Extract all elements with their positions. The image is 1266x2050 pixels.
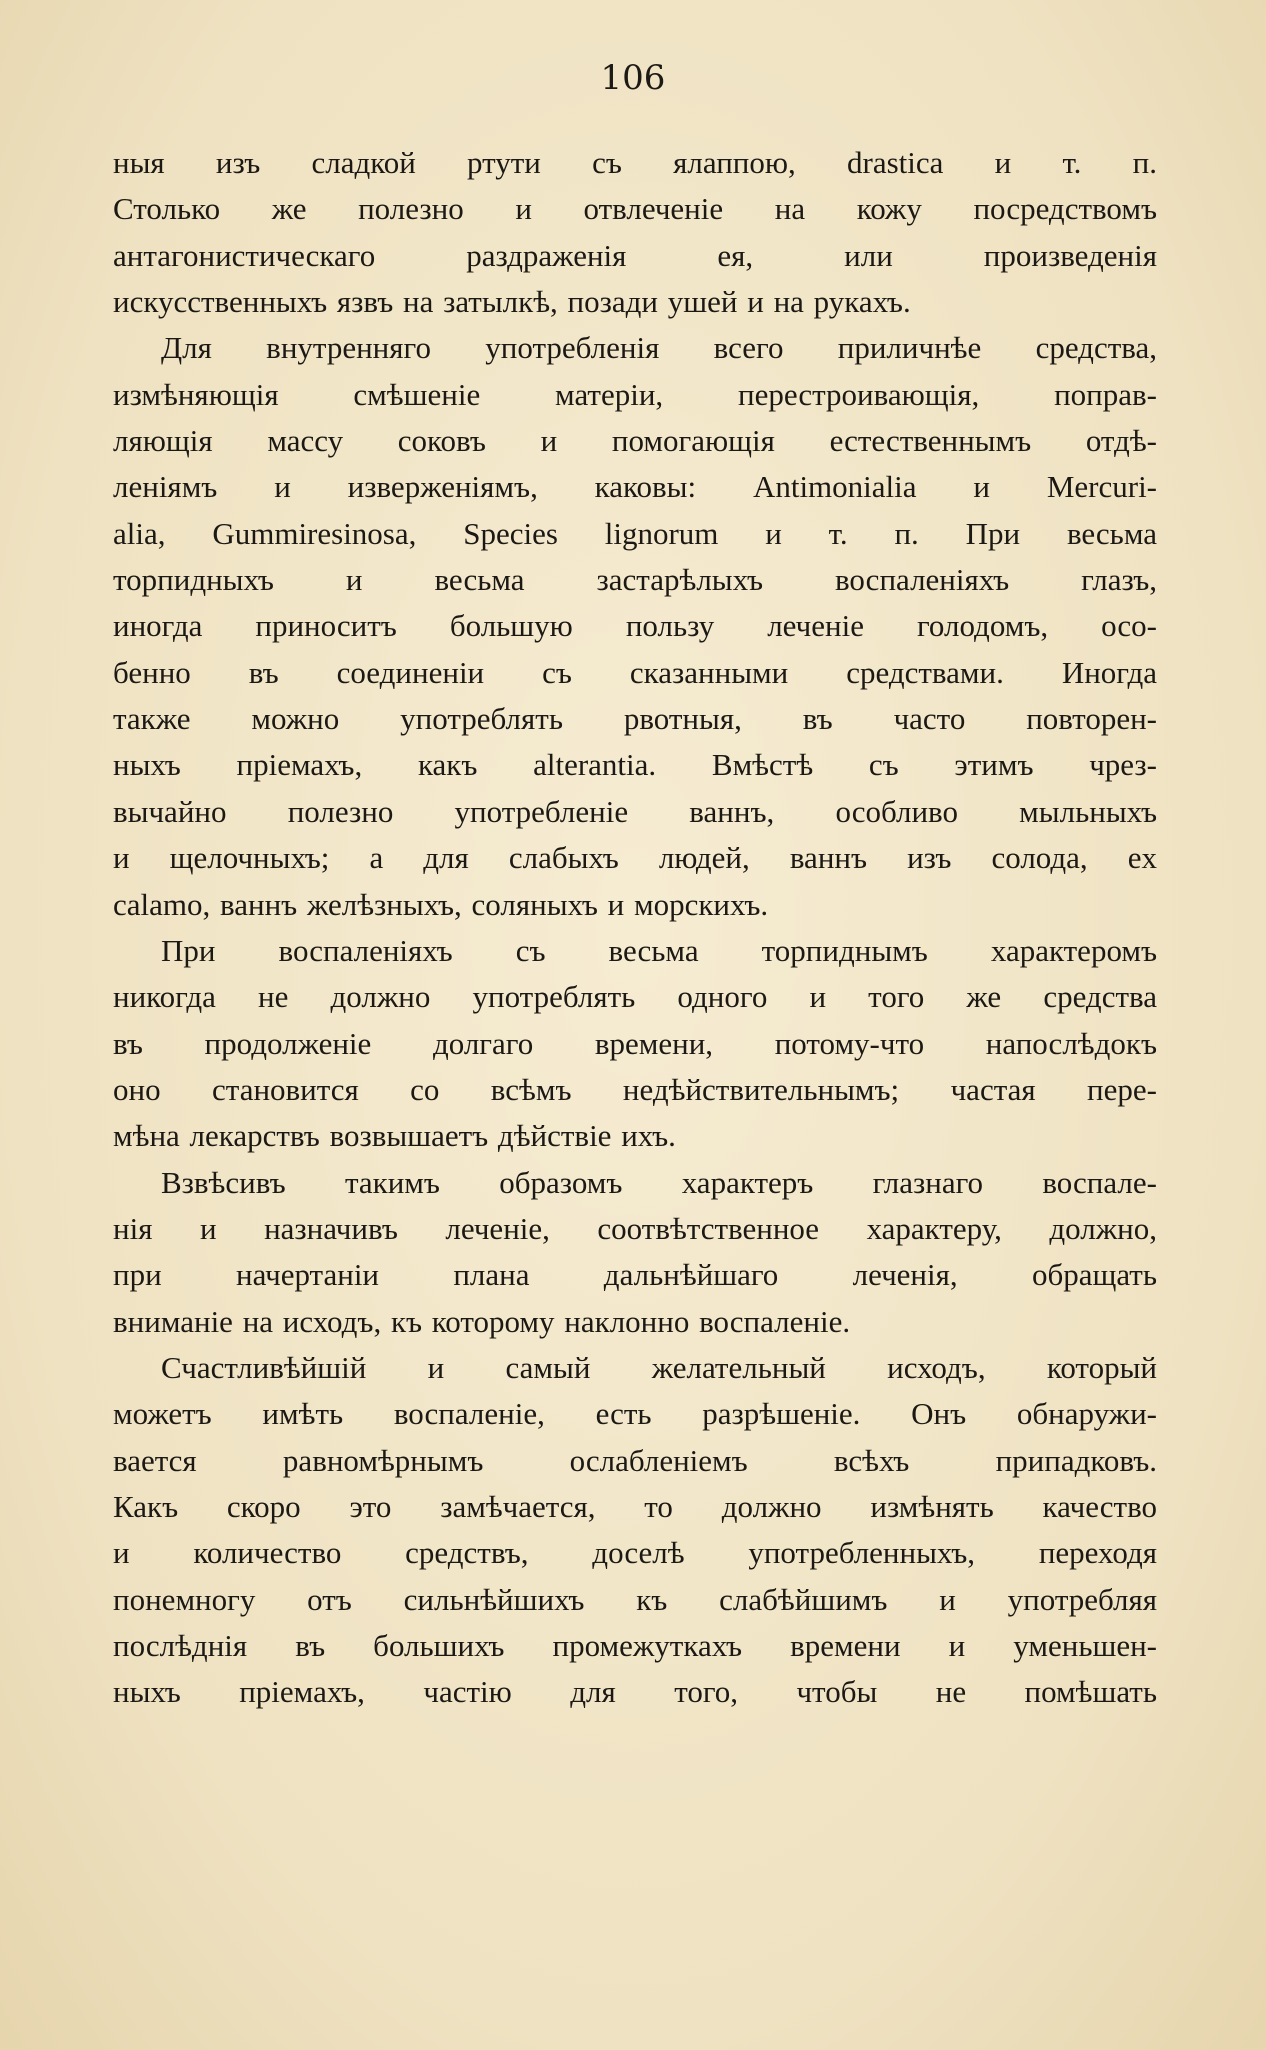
text-line: оно становится со всѣмъ недѣйствительнымъ; частая пере- — [113, 1071, 1157, 1107]
body-text — [113, 140, 1157, 1716]
text-line: и количество средствъ, доселѣ употребленныхъ, переходя — [113, 1535, 1157, 1571]
text-line: никогда не должно употреблять одного и того же средства — [113, 979, 1157, 1015]
text-line: Для внутренняго употребленія всего приличнѣе средства, — [161, 330, 1157, 366]
text-line: послѣднія въ большихъ промежуткахъ времени и уменьшен- — [113, 1628, 1157, 1663]
text-line: искусственныхъ язвъ на затылкѣ, позади ушей и на рукахъ. — [113, 284, 911, 320]
text-line: антагонистическаго раздраженія ея, или произведенія — [113, 237, 1157, 273]
text-line: При воспаленіяхъ съ весьма торпиднымъ характеромъ — [161, 932, 1157, 968]
text-line: вычайно полезно употребленіе ваннъ, особливо мыльныхъ — [113, 793, 1157, 829]
text-line: бенно въ соединеніи съ сказанными средствами. Иногда — [113, 654, 1157, 690]
text-line: ныхъ пріемахъ, частію для того, чтобы не помѣшать — [113, 1674, 1157, 1710]
text-line: понемногу отъ сильнѣйшихъ къ слабѣйшимъ и употребляя — [113, 1581, 1157, 1617]
text-line: ныя изъ сладкой ртути съ ялаппою, drastica и т. п. — [113, 145, 1157, 180]
text-line: также можно употреблять рвотныя, въ часто повторен- — [113, 701, 1157, 737]
text-line: при начертаніи плана дальнѣйшаго леченія, обращать — [113, 1257, 1157, 1293]
text-line: calamo, ваннъ желѣзныхъ, соляныхъ и морскихъ. — [113, 886, 769, 922]
text-line: alia, Gummiresinosa, Species lignorum и т. п. При весьма — [113, 515, 1157, 551]
text-line: иногда приноситъ большую пользу леченіе голодомъ, осо- — [113, 608, 1157, 644]
text-line: ляющія массу соковъ и помогающія естественнымъ отдѣ- — [113, 423, 1157, 459]
text-line: измѣняющія смѣшеніе матеріи, перестроивающія, поправ- — [113, 376, 1157, 412]
text-line: Счастливѣйшій и самый желательный исходъ, который — [161, 1349, 1157, 1385]
page-number: 106 — [600, 58, 666, 98]
text-line: и щелочныхъ; а для слабыхъ людей, ваннъ изъ солода, ex — [113, 840, 1157, 876]
text-line: нія и назначивъ леченіе, соотвѣтственное характеру, должно, — [113, 1210, 1157, 1246]
text-line: торпидныхъ и весьма застарѣлыхъ воспаленіяхъ глазъ, — [113, 562, 1157, 598]
text-line: леніямъ и изверженіямъ, каковы: Antimonialia и Mercuri- — [113, 469, 1157, 505]
text-line: можетъ имѣть воспаленіе, есть разрѣшеніе. Онъ обнаружи- — [113, 1396, 1157, 1432]
text-line: Взвѣсивъ такимъ образомъ характеръ глазнаго воспале- — [161, 1164, 1157, 1200]
text-line: мѣна лекарствъ возвышаетъ дѣйствіе ихъ. — [113, 1118, 676, 1154]
text-line: вается равномѣрнымъ ослабленіемъ всѣхъ припадковъ. — [113, 1442, 1157, 1478]
text-line: ныхъ пріемахъ, какъ alterantia. Вмѣстѣ съ этимъ чрез- — [113, 747, 1157, 783]
text-line: Какъ скоро это замѣчается, то должно измѣнять качество — [113, 1488, 1157, 1524]
text-line: вниманіе на исходъ, къ которому наклонно воспаленіе. — [113, 1303, 851, 1339]
text-line: въ продолженіе долгаго времени, потому-что напослѣдокъ — [113, 1025, 1157, 1061]
text-line: Столько же полезно и отвлеченіе на кожу посредствомъ — [113, 191, 1157, 227]
